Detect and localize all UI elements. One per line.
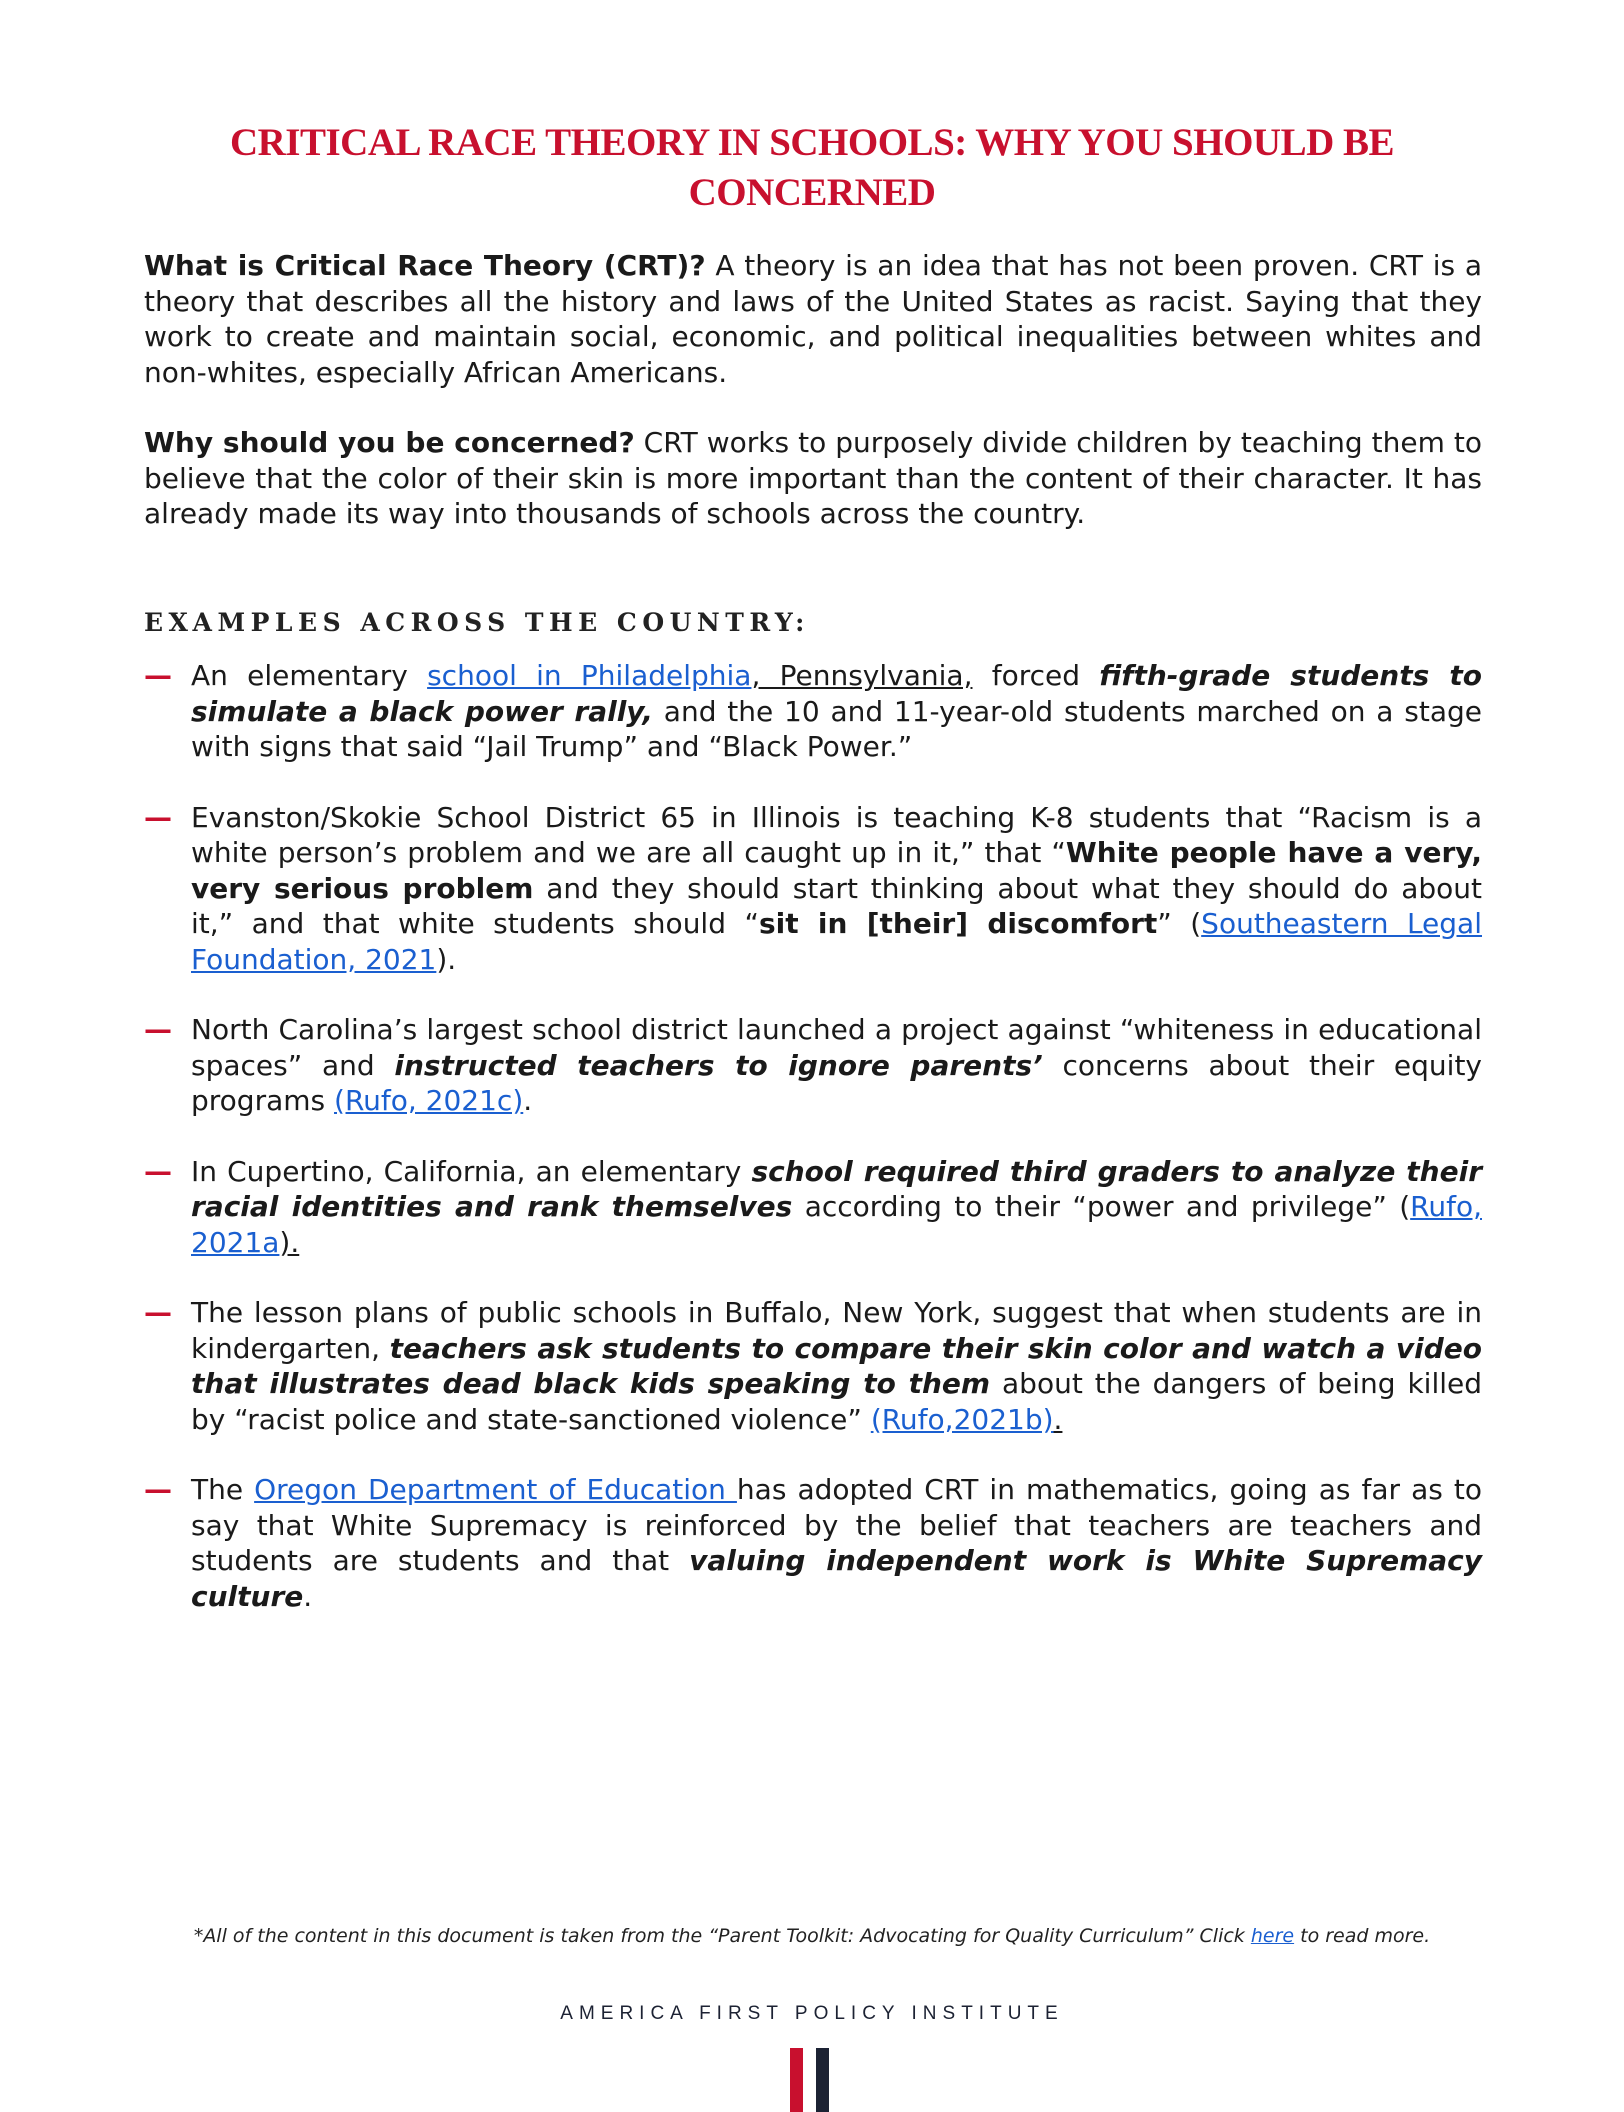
examples-heading: EXAMPLES ACROSS THE COUNTRY: — [144, 608, 810, 637]
item-text: . — [1053, 1402, 1063, 1436]
item-text: and they should start thinking about what they should do about it,” and that white students should “ — [191, 871, 1482, 940]
footnote-text: *All of the content in this document is taken from the “Parent Toolkit: Advocating for Quality Curriculum” Click — [193, 1925, 1251, 1947]
logo-navy-bar — [816, 2048, 829, 2112]
item-text: has adopted CRT in mathematics, going as far as to say that White Supremacy is reinforced by the belief that teachers are teachers and students are students and that — [191, 1473, 1482, 1577]
item-text: An elementary — [191, 659, 428, 692]
brand-name: AMERICA FIRST POLICY INSTITUTE — [560, 2003, 1064, 2024]
item-emphasis: White people have a very, very serious problem — [191, 836, 1482, 905]
concern-paragraph — [144, 425, 1482, 532]
item-emphasis: school required third graders to analyze their racial identities and rank themselves — [191, 1154, 1483, 1223]
item-emphasis: valuing independent work is White Supremacy culture — [191, 1544, 1482, 1613]
item-text: . — [523, 1084, 533, 1117]
dash-bullet: — — [144, 1473, 172, 1506]
item-text: ). — [279, 1225, 300, 1259]
item-emphasis: sit in [their] discomfort — [758, 907, 1158, 940]
list-item — [144, 1295, 1482, 1437]
item-text: , Pennsylvania, — [751, 659, 973, 692]
list-item — [144, 1472, 1482, 1614]
footnote-text: to read more. — [1294, 1925, 1431, 1947]
item-text: ” ( — [1157, 907, 1202, 940]
item-emphasis: teachers ask students to compare their skin color and watch a video that illustrates dead black kids speaking to them — [191, 1331, 1482, 1400]
item-emphasis: fifth-grade students to simulate a black power rally, — [191, 659, 1482, 728]
item-text: about the dangers of being killed by “racist police and state-sanctioned violence” — [191, 1367, 1483, 1436]
here-link[interactable]: here — [1250, 1925, 1295, 1947]
dash-bullet: — — [144, 1013, 172, 1046]
oregon-doe-link[interactable]: Oregon Department of Education — [254, 1473, 737, 1506]
dash-bullet: — — [144, 659, 172, 692]
intro-text: A theory is an idea that has not been proven. CRT is a theory that describes all the history and laws of the United States as racist. Saying that they work to create and maintain social, economic, and political inequalities between whites and non-whites, especially African Americans. — [144, 249, 1482, 389]
intro-lead: What is Critical Race Theory (CRT)? — [144, 249, 706, 282]
examples-list — [144, 658, 1482, 1649]
item-text: ). — [436, 942, 457, 976]
logo-red-bar — [790, 2048, 803, 2112]
item-text: In Cupertino, California, an elementary — [191, 1154, 752, 1188]
page-title: CRITICAL RACE THEORY IN SCHOOLS: WHY YOU SHOULD BE CONCERNED — [229, 121, 1395, 214]
afpi-logo — [790, 2048, 834, 2112]
dash-bullet: — — [144, 1154, 172, 1188]
slf-citation-link[interactable]: Southeastern Legal Foundation, 2021 — [191, 907, 1482, 976]
concern-text: CRT works to purposely divide children by teaching them to believe that the color of their skin is more important than the content of their character. It has already made its way into thousands of schools across the country. — [144, 426, 1482, 530]
list-item — [144, 658, 1482, 765]
item-text: forced — [972, 659, 1100, 692]
item-text: according to their “power and privilege” ( — [792, 1190, 1411, 1223]
item-text: The — [191, 1473, 255, 1506]
item-emphasis: instructed teachers to ignore parents’ — [394, 1048, 1043, 1082]
item-text: The lesson plans of public schools in Buffalo, New York, suggest that when students are in kindergarten, — [191, 1296, 1482, 1365]
philadelphia-link[interactable]: school in Philadelphia — [427, 659, 752, 692]
list-item — [144, 1154, 1482, 1261]
item-text: Evanston/Skokie School District 65 in Illinois is teaching K-8 students that “Racism is a white person’s problem and we are all caught up in it,” that “ — [191, 800, 1482, 869]
intro-paragraph — [144, 248, 1482, 390]
rufo-2021a-link[interactable]: Rufo, 2021a — [191, 1190, 1482, 1259]
item-text: . — [303, 1579, 313, 1613]
rufo-2021b-link[interactable]: (Rufo,2021b) — [870, 1402, 1054, 1436]
rufo-2021c-link[interactable]: (Rufo, 2021c) — [334, 1084, 524, 1117]
item-text: North Carolina’s largest school district launched a project against “whiteness in educational spaces” and — [191, 1013, 1482, 1082]
item-text: concerns about their equity programs — [191, 1048, 1483, 1117]
list-item — [144, 800, 1482, 978]
footnote — [100, 1925, 1524, 1947]
dash-bullet: — — [144, 1296, 172, 1329]
dash-bullet: — — [144, 800, 172, 834]
list-item — [144, 1012, 1482, 1119]
item-text: and the 10 and 11-year-old students marched on a stage with signs that said “Jail Trump” and “Black Power.” — [191, 694, 1482, 763]
concern-lead: Why should you be concerned? — [144, 426, 635, 459]
